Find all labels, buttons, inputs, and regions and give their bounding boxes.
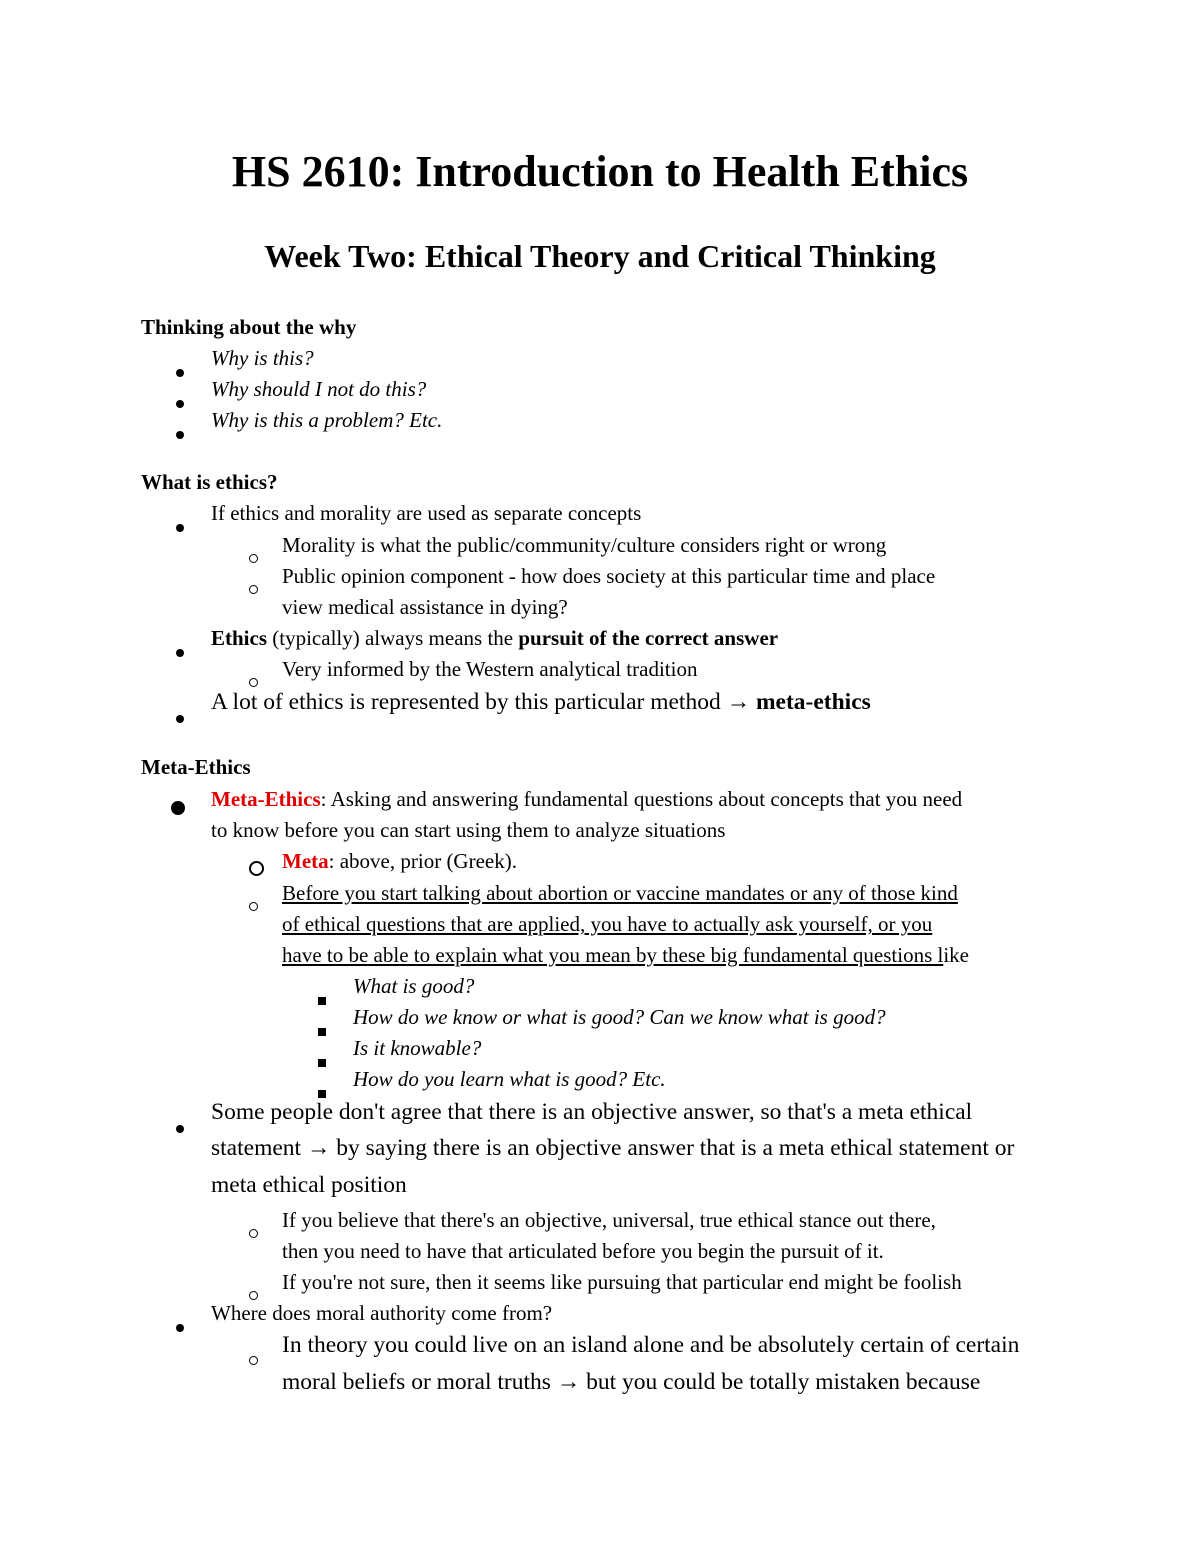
list-item-continuation: moral beliefs or moral truths → but you could be totally mistaken because [282,1369,981,1395]
bullet-icon [176,1324,184,1332]
bullet-icon [176,649,184,657]
list-item: Some people don't agree that there is an objective answer, so that's a meta ethical [211,1094,972,1130]
list-item: Public opinion component - how does society at this particular time and place [282,561,935,592]
list-item-continuation: of ethical questions that are applied, you have to actually ask yourself, or you [282,912,933,936]
hollow-bullet-icon [249,1229,258,1238]
bullet-icon [176,524,184,532]
list-item: Morality is what the public/community/culture considers right or wrong [282,530,886,561]
bullet-icon [176,1125,184,1133]
square-bullet-icon [318,1028,326,1036]
list-item: Very informed by the Western analytical tradition [282,654,697,685]
hollow-bullet-icon [249,1356,258,1365]
square-bullet-icon [318,1059,326,1067]
list-item: Ethics (typically) always means the pursuit of the correct answer [211,623,778,654]
list-item: How do you learn what is good? Etc. [353,1064,666,1095]
list-item: A lot of ethics is represented by this particular method → meta-ethics [211,684,871,720]
list-item-continuation: meta ethical position [211,1172,407,1198]
bullet-icon [176,431,184,439]
list-item-continuation: statement → by saying there is an objective answer that is a meta ethical statement or [211,1135,1015,1161]
bullet-icon [176,369,184,377]
list-item: Meta: above, prior (Greek). [282,846,517,877]
list-item: Is it knowable? [353,1033,481,1064]
document-title: HS 2610: Introduction to Health Ethics [231,147,969,196]
list-item: If you're not sure, then it seems like pursuing that particular end might be foolish [282,1267,962,1298]
section-heading-meta-ethics: Meta-Ethics [141,755,251,779]
bullet-icon [176,715,184,723]
list-item-continuation: have to be able to explain what you mean by these big fundamental questions like [282,943,969,967]
list-item: Why should I not do this? [211,374,426,405]
section-heading-why: Thinking about the why [141,315,357,339]
list-item: How do we know or what is good? Can we know what is good? [353,1002,886,1033]
list-item-continuation: then you need to have that articulated before you begin the pursuit of it. [282,1239,884,1263]
list-item-continuation: to know before you can start using them to analyze situations [211,818,726,842]
list-item: What is good? [353,971,474,1002]
bullet-icon [176,400,184,408]
document-subtitle: Week Two: Ethical Theory and Critical Thinking [264,238,936,274]
list-item: Where does moral authority come from? [211,1298,552,1329]
list-item: If you believe that there's an objective, universal, true ethical stance out there, [282,1205,936,1236]
list-item: Why is this a problem? Etc. [211,405,442,436]
hollow-bullet-icon [249,554,258,563]
list-item: Before you start talking about abortion or vaccine mandates or any of those kind [282,878,958,909]
list-item: In theory you could live on an island alone and be absolutely certain of certain [282,1327,1019,1363]
list-item: Why is this? [211,343,314,374]
hollow-bullet-icon [249,585,258,594]
square-bullet-icon [318,997,326,1005]
hollow-bullet-icon [249,902,258,911]
list-item-continuation: view medical assistance in dying? [282,595,568,619]
list-item: Meta-Ethics: Asking and answering fundamental questions about concepts that you need [211,784,962,815]
hollow-bullet-icon [249,861,264,876]
section-heading-ethics: What is ethics? [141,470,278,494]
list-item: If ethics and morality are used as separate concepts [211,498,641,529]
bullet-icon [171,801,185,815]
